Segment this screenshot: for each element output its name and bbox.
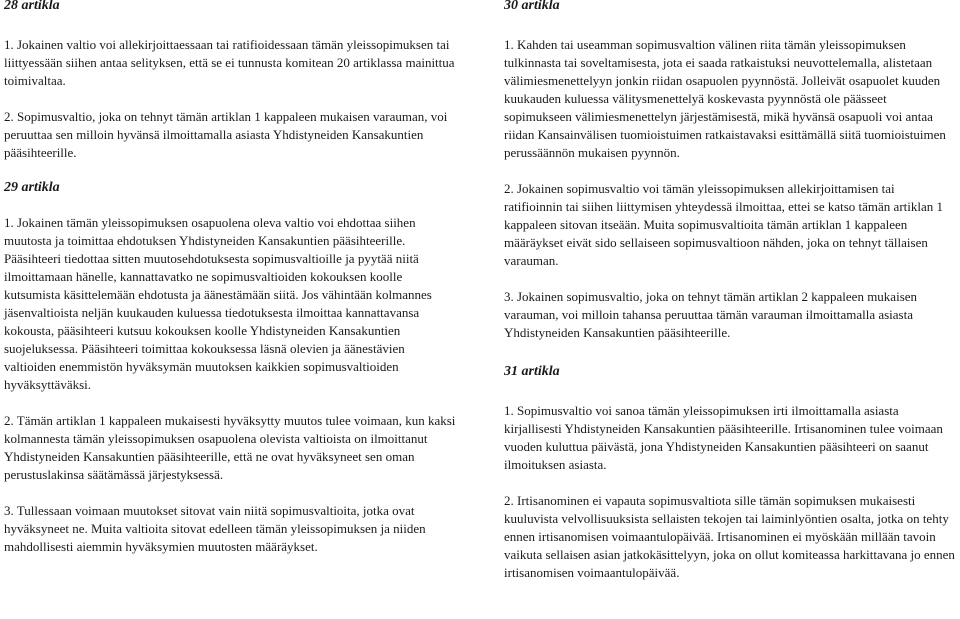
- article-31-paragraph-2: 2. Irtisanominen ei vapauta sopimusvaltiota sille tämän sopimuksen mukaisesti kuuluvista velvollisuuksista sellaisten tekojen tai laiminlyöntien osalta, jotka on tehty ennen irtisanomisen voimaantulopäivää. Irtisanominen ei myöskään millään tavoin vaikuta sellaisen asian jatkokäsittelyyn, joka on ollut komiteassa harkittavana jo ennen irtisanomisen voimaantulopäivää.: [504, 493, 955, 580]
- article-28-heading: 28 artikla: [4, 0, 60, 13]
- article-30-paragraph-2: 2. Jokainen sopimusvaltio voi tämän yleissopimuksen allekirjoittamisen tai ratifioinnin tai siihen liittymisen yhteydessä ilmoittaa, ettei se katso tämän artiklan 1 kappaleen sitovan itseään. Muita sopimusvaltioita tämän artiklan 1 kappaleen määräykset eivät sido sellaiseen sopimusvaltioon nähden, joka on tehnyt tällaisen varauman.: [504, 181, 944, 268]
- article-30-heading: 30 artikla: [504, 0, 560, 13]
- article-28-paragraph-1: 1. Jokainen valtio voi allekirjoittaessaan tai ratifioidessaan tämän yleissopimuksen tai liittyessään siihen antaa selityksen, että se ei tunnusta komitean 20 artiklassa mainittua toimivaltaa.: [4, 37, 455, 88]
- article-28-paragraph-2: 2. Sopimusvaltio, joka on tehnyt tämän artiklan 1 kappaleen mukaisen varauman, voi peruuttaa sen milloin hyvänsä ilmoittamalla asiasta Yhdistyneiden Kansakuntien pääsihteerille.: [4, 109, 448, 160]
- article-29-paragraph-3: 3. Tullessaan voimaan muutokset sitovat vain niitä sopimusvaltioita, jotka ovat hyväksyneet ne. Muita valtioita sitovat edelleen tämän yleissopimuksen ja niiden mahdollisesti aiemmin hyväksymien muutosten määräykset.: [4, 503, 426, 554]
- article-29-heading: 29 artikla: [4, 180, 60, 195]
- left-column: [4, 0, 456, 556]
- article-29-paragraph-1: 1. Jokainen tämän yleissopimuksen osapuolena oleva valtio voi ehdottaa siihen muutosta ja toimittaa ehdotuksen Yhdistyneiden Kansakuntien pääsihteerille. Pääsihteeri tiedottaa sitten muutosehdotuksesta sopimusvaltioille ja pyytää niitä ilmoittamaan hänelle, kannattavatko ne sopimusvaltioiden kokouksen koolle kutsumista käsittelemään ehdotusta ja äänestämään siitä. Jos vähintään kolmannes jäsenvaltioista neljän kuukauden kuluessa tiedotuksesta ilmoittaa kannattavansa kokousta, pääsihteeri kutsuu kokouksen koolle Yhdistyneiden Kansakuntien suojeluksessa. Pääsihteeri toimittaa kokouksessa läsnä olevien ja äänestävien valtioiden enemmistön hyväksymän muutoksen kaikkien sopimusvaltioiden hyväksyttäväksi.: [4, 215, 432, 392]
- right-column: [504, 0, 956, 582]
- article-29-paragraph-2: 2. Tämän artiklan 1 kappaleen mukaisesti hyväksytty muutos tulee voimaan, kun kaksi kolmannesta tämän yleissopimuksen osapuolena olevista valtioista on ilmoittanut Yhdistyneiden Kansakuntien pääsihteerille, että ne ovat hyväksyneet sen oman perustuslakinsa säätämässä järjestyksessä.: [4, 413, 456, 482]
- article-31-paragraph-1: 1. Sopimusvaltio voi sanoa tämän yleissopimuksen irti ilmoittamalla asiasta kirjallisesti Yhdistyneiden Kansakuntien pääsihteerille. Irtisanominen tulee voimaan vuoden kuluttua päivästä, jona Yhdistyneiden Kansakuntien pääsihteeri on saanut ilmoituksen asiasta.: [504, 403, 943, 472]
- article-30-paragraph-1: 1. Kahden tai useamman sopimusvaltion välinen riita tämän yleissopimuksen tulkinnasta tai soveltamisesta, jota ei saada ratkaistuksi neuvottelemalla, alistetaan välimiesmenettelyyn jonkin riidan osapuolen pyynnöstä. Jolleivät osapuolet kuuden kuukauden kuluessa välitysmenettelyä koskevasta pyynnöstä ole päässeet sopimukseen välimiesmenettelyn järjestämisestä, mikä hyvänsä osapuoli voi antaa riidan Kansainvälisen tuomioistuimen ratkaistavaksi esittämällä siitä tuomioistuimen perussäännön mukaisen pyynnön.: [504, 37, 946, 160]
- article-31-heading: 31 artikla: [504, 364, 560, 379]
- article-30-paragraph-3: 3. Jokainen sopimusvaltio, joka on tehnyt tämän artiklan 2 kappaleen mukaisen varauman, voi milloin tahansa peruuttaa tämän varauman ilmoittamalla asiasta Yhdistyneiden Kansakuntien pääsihteerille.: [504, 289, 918, 340]
